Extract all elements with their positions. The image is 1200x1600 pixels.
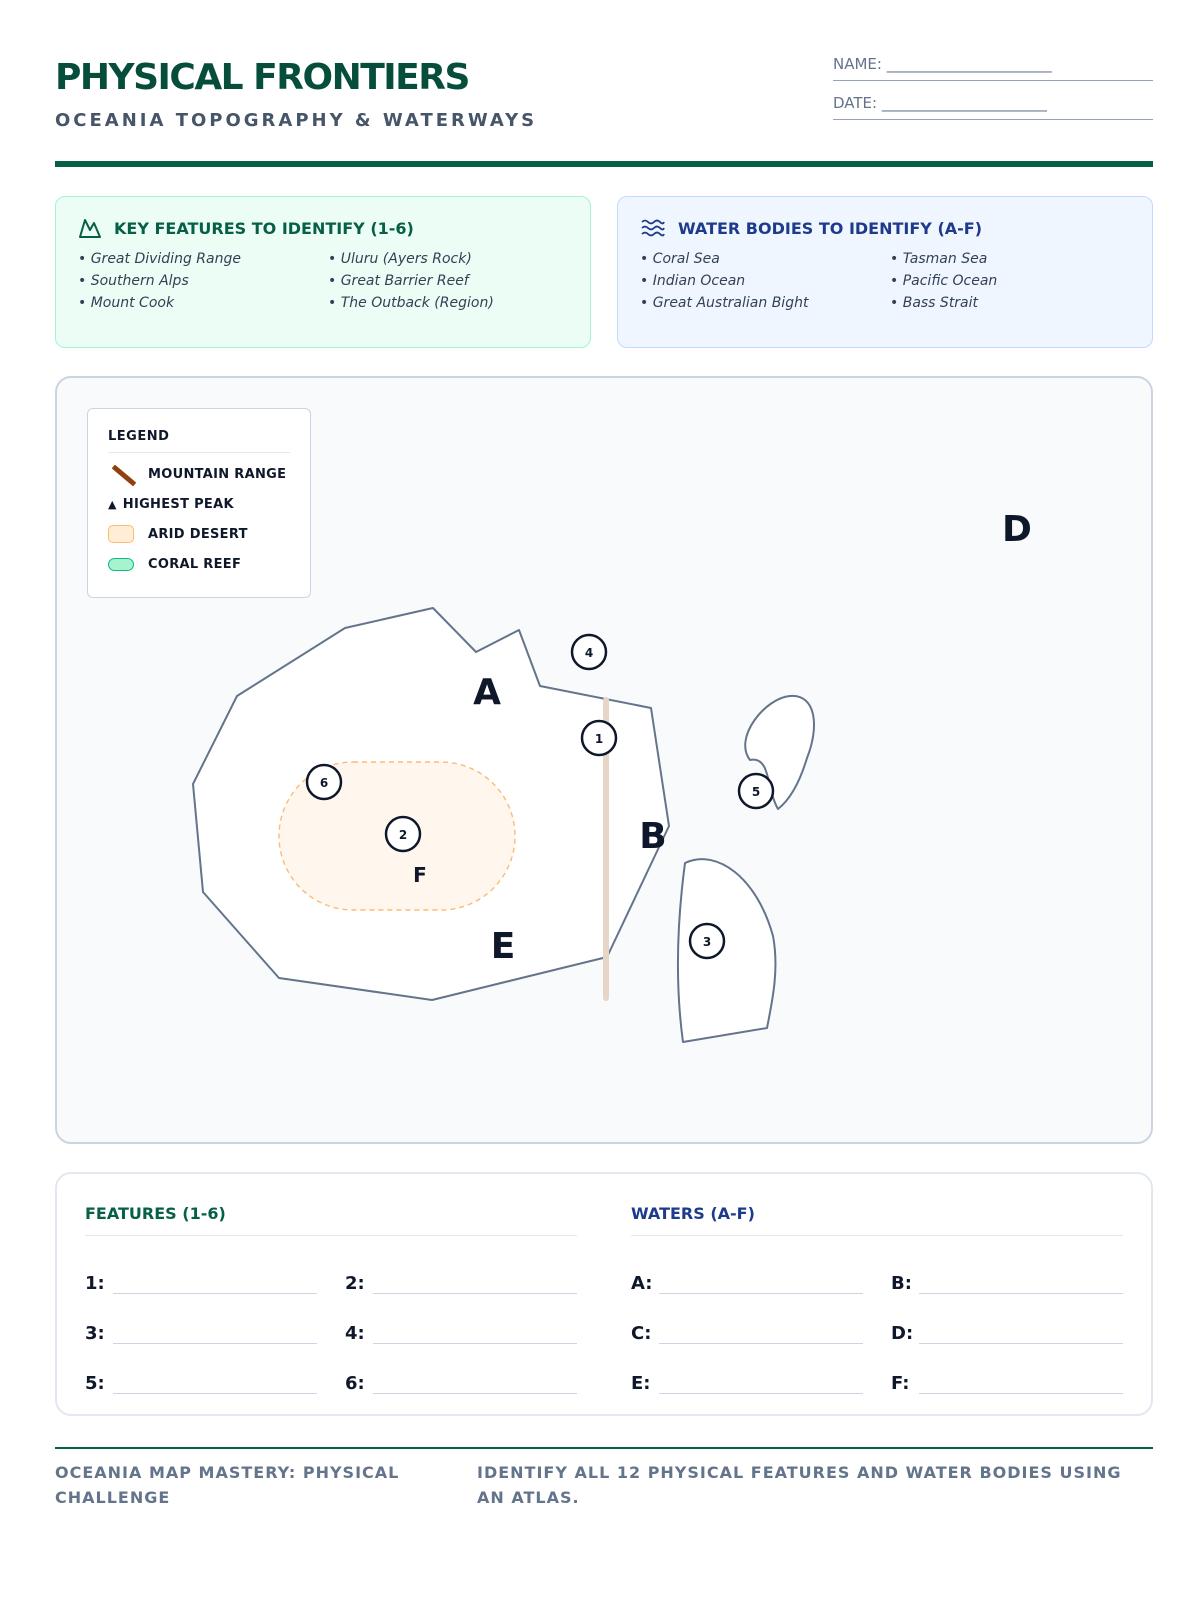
peak-triangle-icon: ▲ bbox=[108, 497, 117, 511]
legend-label: ARID DESERT bbox=[148, 526, 248, 542]
date-field[interactable]: DATE: ______________________ bbox=[833, 94, 1153, 120]
answer-label: 4: bbox=[345, 1323, 365, 1344]
legend-label: MOUNTAIN RANGE bbox=[148, 466, 287, 482]
water-label-e[interactable]: E bbox=[490, 926, 516, 967]
answer-label: D: bbox=[891, 1323, 914, 1344]
answer-input[interactable] bbox=[659, 1348, 863, 1394]
features-box-title: KEY FEATURES TO IDENTIFY (1-6) bbox=[114, 218, 414, 238]
marker-number: 4 bbox=[584, 646, 594, 660]
answer-row bbox=[85, 1248, 317, 1298]
waters-box bbox=[617, 196, 1153, 348]
answer-input[interactable] bbox=[659, 1248, 863, 1294]
answer-input[interactable] bbox=[919, 1248, 1123, 1294]
list-item: • Uluru (Ayers Rock) bbox=[328, 251, 472, 267]
feature-marker-5[interactable] bbox=[739, 774, 773, 808]
answer-row bbox=[631, 1248, 863, 1298]
answer-label: 1: bbox=[85, 1273, 105, 1294]
footer-divider bbox=[55, 1447, 1153, 1449]
mountain-icon bbox=[78, 217, 102, 239]
answer-input[interactable] bbox=[113, 1298, 317, 1344]
desert-swatch bbox=[108, 525, 136, 543]
answer-row bbox=[345, 1348, 577, 1398]
page-subtitle: OCEANIA TOPOGRAPHY & WATERWAYS bbox=[55, 110, 538, 131]
water-label-d[interactable]: D bbox=[1002, 509, 1032, 550]
answer-label: A: bbox=[631, 1273, 653, 1294]
features-box-header bbox=[78, 215, 568, 241]
feature-marker-4[interactable] bbox=[572, 635, 606, 669]
mountain-range-swatch bbox=[108, 465, 136, 483]
legend-title: LEGEND bbox=[108, 429, 290, 453]
waters-answers-title: WATERS (A-F) bbox=[631, 1204, 1123, 1236]
legend-item-arid-desert bbox=[108, 519, 290, 549]
answer-input[interactable] bbox=[373, 1298, 577, 1344]
answer-row bbox=[631, 1348, 863, 1398]
waters-answers bbox=[631, 1204, 1123, 1398]
marker-number: 2 bbox=[398, 828, 408, 842]
map-legend bbox=[87, 408, 311, 598]
waters-list bbox=[640, 251, 1130, 311]
list-item: • Bass Strait bbox=[890, 295, 979, 311]
list-item: • The Outback (Region) bbox=[328, 295, 494, 311]
answer-label: B: bbox=[891, 1273, 912, 1294]
feature-marker-3[interactable] bbox=[690, 924, 724, 958]
answer-input[interactable] bbox=[659, 1298, 863, 1344]
answer-label: C: bbox=[631, 1323, 652, 1344]
list-item: • Mount Cook bbox=[78, 295, 175, 311]
list-item: • Pacific Ocean bbox=[890, 273, 998, 289]
answer-label: F: bbox=[891, 1373, 910, 1394]
answer-label: 3: bbox=[85, 1323, 105, 1344]
legend-item-highest-peak bbox=[108, 489, 290, 519]
features-box bbox=[55, 196, 591, 348]
map-panel bbox=[55, 376, 1153, 1144]
list-item: • Southern Alps bbox=[78, 273, 189, 289]
feature-marker-6[interactable] bbox=[307, 765, 341, 799]
legend-label: HIGHEST PEAK bbox=[122, 496, 234, 512]
name-field[interactable]: NAME: ______________________ bbox=[833, 55, 1153, 81]
feature-marker-1[interactable] bbox=[582, 721, 616, 755]
list-item: • Great Australian Bight bbox=[640, 295, 809, 311]
answer-row bbox=[631, 1298, 863, 1348]
waters-box-header bbox=[640, 215, 1130, 241]
footer-title: OCEANIA MAP MASTERY: PHYSICAL CHALLENGE bbox=[55, 1463, 400, 1507]
list-item: • Great Barrier Reef bbox=[328, 273, 469, 289]
answer-row bbox=[345, 1298, 577, 1348]
features-answers bbox=[85, 1204, 577, 1398]
answer-input[interactable] bbox=[113, 1248, 317, 1294]
answer-input[interactable] bbox=[373, 1248, 577, 1294]
reef-swatch bbox=[108, 555, 136, 573]
answer-row bbox=[85, 1348, 317, 1398]
answer-label: 6: bbox=[345, 1373, 365, 1394]
marker-number: 5 bbox=[751, 785, 761, 799]
marker-number: 6 bbox=[319, 776, 329, 790]
list-item: • Great Dividing Range bbox=[78, 251, 241, 267]
list-item: • Indian Ocean bbox=[640, 273, 746, 289]
legend-item-mountain-range bbox=[108, 459, 290, 489]
marker-number: 3 bbox=[702, 935, 712, 949]
answer-input[interactable] bbox=[919, 1298, 1123, 1344]
answer-row bbox=[345, 1248, 577, 1298]
answer-input[interactable] bbox=[113, 1348, 317, 1394]
water-label-b[interactable]: B bbox=[639, 816, 667, 857]
footer-instructions: IDENTIFY ALL 12 PHYSICAL FEATURES AND WATER BODIES USING AN ATLAS. bbox=[477, 1463, 1122, 1507]
list-item: • Tasman Sea bbox=[890, 251, 988, 267]
answer-row bbox=[891, 1348, 1123, 1398]
list-item: • Coral Sea bbox=[640, 251, 720, 267]
answer-row bbox=[891, 1298, 1123, 1348]
legend-item-coral-reef bbox=[108, 549, 290, 579]
answer-label: 5: bbox=[85, 1373, 105, 1394]
feature-marker-2[interactable] bbox=[386, 817, 420, 851]
answer-section bbox=[55, 1172, 1153, 1416]
water-label-a[interactable]: A bbox=[473, 672, 501, 713]
answer-input[interactable] bbox=[373, 1348, 577, 1394]
answer-row bbox=[891, 1248, 1123, 1298]
header-divider bbox=[55, 161, 1153, 167]
answer-input[interactable] bbox=[919, 1348, 1123, 1394]
worksheet-header bbox=[55, 55, 1153, 165]
page-title: PHYSICAL FRONTIERS bbox=[55, 57, 469, 98]
marker-number: 1 bbox=[594, 732, 604, 746]
features-answers-title: FEATURES (1-6) bbox=[85, 1204, 577, 1236]
answer-label: 2: bbox=[345, 1273, 365, 1294]
answer-row bbox=[85, 1298, 317, 1348]
features-list bbox=[78, 251, 568, 311]
legend-label: CORAL REEF bbox=[148, 556, 242, 572]
waves-icon bbox=[640, 218, 666, 238]
student-info bbox=[833, 55, 1153, 133]
water-label-f[interactable]: F bbox=[413, 863, 427, 887]
answer-label: E: bbox=[631, 1373, 651, 1394]
waters-box-title: WATER BODIES TO IDENTIFY (A-F) bbox=[678, 218, 983, 238]
